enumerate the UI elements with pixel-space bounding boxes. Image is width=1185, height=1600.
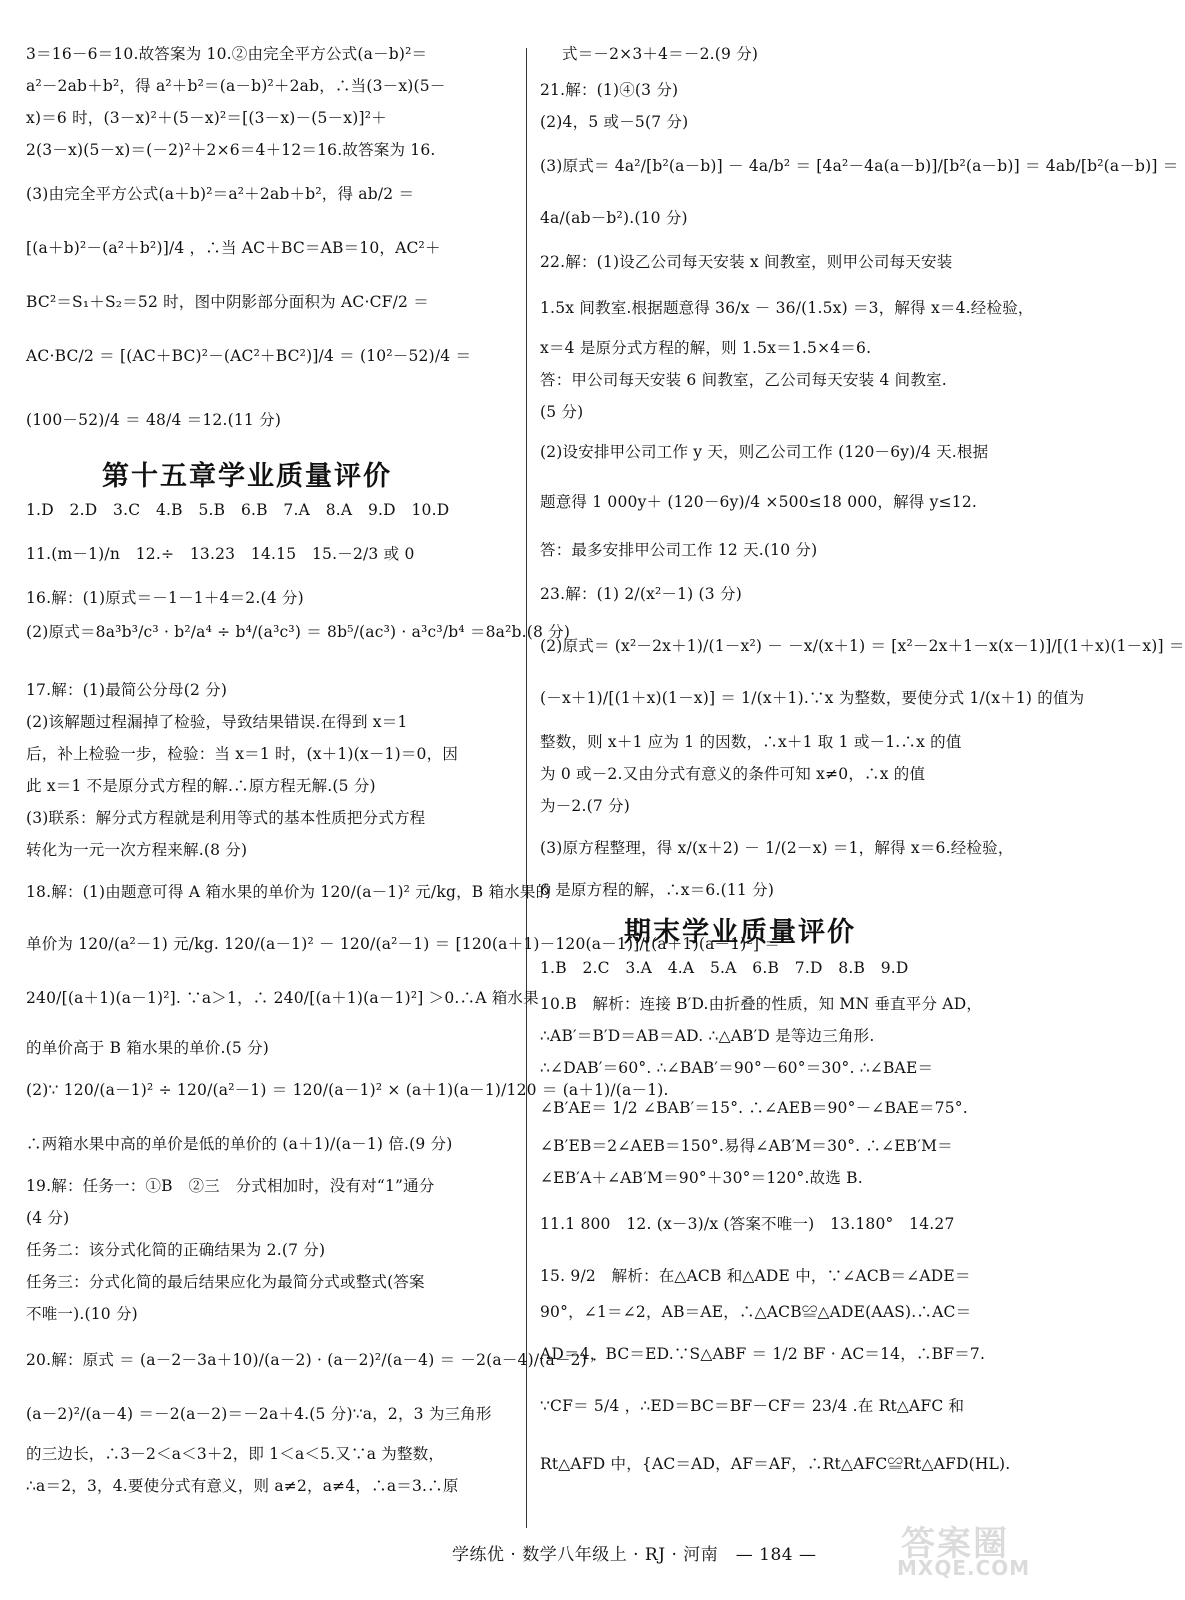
text-line: 1.5x 间教室.根据题意得 36/x － 36/(1.5x) ＝3，解得 x＝4.经检验， — [540, 299, 1034, 317]
section-heading: 第十五章学业质量评价 — [102, 461, 392, 492]
text-line: (5 分) — [540, 403, 584, 421]
text-line: 任务二：该分式化简的正确结果为 2.(7 分) — [26, 1241, 326, 1259]
text-line: ∠B′AE＝ 1/2 ∠BAB′＝15°. ∴∠AEB＝90°－∠BAE＝75°. — [540, 1099, 968, 1117]
text-line: (2)∵ 120/(a－1)² ÷ 120/(a²－1) ＝ 120/(a－1)² × (a＋1)(a－1)/120 ＝ (a＋1)/(a－1). — [26, 1081, 669, 1099]
text-line: x)＝6 时，(3－x)²＋(5－x)²＝[(3－x)－(5－x)]²＋ — [26, 109, 387, 127]
text-line: 4a/(ab－b²).(10 分) — [540, 209, 688, 227]
text-line: ∴a＝2，3，4.要使分式有意义，则 a≠2，a≠4，∴a＝3.∴原 — [26, 1477, 459, 1495]
text-line: (a－2)²/(a－4) ＝－2(a－2)＝－2a＋4.(5 分)∵a，2，3 为三角形 — [26, 1405, 492, 1423]
text-line: x＝4 是原分式方程的解，则 1.5x＝1.5×4＝6. — [540, 339, 872, 357]
text-line: (3)由完全平方公式(a＋b)²＝a²＋2ab＋b²，得 ab/2 ＝ — [26, 185, 415, 203]
text-line: ∴AB′＝B′D＝AB＝AD. ∴△AB′D 是等边三角形. — [540, 1027, 875, 1045]
text-line: 6 是原方程的解，∴x＝6.(11 分) — [540, 881, 775, 899]
text-line: 不唯一).(10 分) — [26, 1305, 138, 1323]
text-line: 题意得 1 000y＋ (120－6y)/4 ×500≤18 000，解得 y≤12. — [540, 493, 978, 511]
text-line: 任务三：分式化简的最后结果应化为最简分式或整式(答案 — [26, 1273, 425, 1291]
text-line: 此 x＝1 不是原分式方程的解.∴原方程无解.(5 分) — [26, 777, 376, 795]
text-line: 23.解：(1) 2/(x²－1) (3 分) — [540, 585, 742, 603]
text-line: 17.解：(1)最简公分母(2 分) — [26, 681, 228, 699]
text-line: (2)原式＝8a³b³/c³ · b²/a⁴ ÷ b⁴/(a³c³) ＝ 8b⁵/(ac³) · a³c³/b⁴ ＝8a²b.(8 分) — [26, 623, 571, 641]
text-line: 22.解：(1)设乙公司每天安装 x 间教室，则甲公司每天安装 — [540, 253, 953, 271]
text-line: 10.B 解析：连接 B′D.由折叠的性质，知 MN 垂直平分 AD， — [540, 995, 983, 1013]
text-line: ∴∠DAB′＝60°. ∴∠BAB′＝90°－60°＝30°. ∴∠BAE＝ — [540, 1059, 934, 1077]
text-line: 的单价高于 B 箱水果的单价.(5 分) — [26, 1039, 270, 1057]
text-line: 18.解：(1)由题意可得 A 箱水果的单价为 120/(a－1)² 元/kg，B 箱水果的 — [26, 883, 552, 901]
text-line: 20.解：原式 ＝ (a－2－3a＋10)/(a－2) · (a－2)²/(a－4) ＝ －2(a－4)/(a－2) · — [26, 1351, 598, 1369]
text-line: BC²＝S₁＋S₂＝52 时，图中阴影部分面积为 AC·CF/2 ＝ — [26, 293, 429, 311]
text-line: (2)原式＝ (x²－2x＋1)/(1－x²) － －x/(x＋1) ＝ [x²－2x＋1－x(x－1)]/[(1＋x)(1－x)] ＝ — [540, 637, 1185, 655]
text-line: 3＝16－6＝10.故答案为 10.②由完全平方公式(a－b)²＝ — [26, 45, 428, 63]
text-line: 11.1 800 12. (x－3)/x (答案不唯一) 13.180° 14.27 — [540, 1215, 955, 1233]
text-line: AD＝4，BC＝ED.∵S△ABF ＝ 1/2 BF · AC＝14，∴BF＝7. — [540, 1345, 986, 1363]
text-line: 为－2.(7 分) — [540, 797, 630, 815]
text-line: ∵CF＝ 5/4 ，∴ED＝BC＝BF－CF＝ 23/4 .在 Rt△AFC 和 — [540, 1397, 965, 1415]
text-line: (－x＋1)/[(1＋x)(1－x)] ＝ 1/(x＋1).∵x 为整数，要使分式 1/(x＋1) 的值为 — [540, 689, 1085, 707]
text-line: ∠B′EB＝2∠AEB＝150°.易得∠AB′M＝30°. ∴∠EB′M＝ — [540, 1137, 953, 1155]
text-line: 整数，则 x＋1 应为 1 的因数，∴x＋1 取 1 或－1.∴x 的值 — [540, 733, 962, 751]
text-line: (100－52)/4 ＝ 48/4 ＝12.(11 分) — [26, 411, 282, 429]
text-line: 为 0 或－2.又由分式有意义的条件可知 x≠0，∴x 的值 — [540, 765, 926, 783]
column-divider — [526, 48, 527, 1528]
text-line: 16.解：(1)原式＝－1－1＋4＝2.(4 分) — [26, 589, 304, 607]
section-heading: 期末学业质量评价 — [624, 917, 856, 948]
text-line: (3)联系：解分式方程就是利用等式的基本性质把分式方程 — [26, 809, 426, 827]
text-line: a²－2ab＋b²，得 a²＋b²＝(a－b)²＋2ab，∴当(3－x)(5－ — [26, 77, 446, 95]
text-line: (4 分) — [26, 1209, 70, 1227]
text-line: ∴两箱水果中高的单价是低的单价的 (a＋1)/(a－1) 倍.(9 分) — [26, 1135, 453, 1153]
watermark-logo — [893, 1516, 1043, 1586]
text-line: 答：最多安排甲公司工作 12 天.(10 分) — [540, 541, 818, 559]
text-line: [(a＋b)²－(a²＋b²)]/4 ，∴当 AC＋BC＝AB＝10，AC²＋ — [26, 239, 441, 257]
text-line: 1.D 2.D 3.C 4.B 5.B 6.B 7.A 8.A 9.D 10.D — [26, 501, 450, 519]
page-footer: 学练优 · 数学八年级上 · RJ · 河南 — 184 — — [452, 1545, 817, 1565]
text-line: 答：甲公司每天安装 6 间教室，乙公司每天安装 4 间教室. — [540, 371, 947, 389]
text-line: 11.(m－1)/n 12.÷ 13.23 14.15 15.－2/3 或 0 — [26, 545, 415, 563]
text-line: (2)设安排甲公司工作 y 天，则乙公司工作 (120－6y)/4 天.根据 — [540, 443, 989, 461]
text-line: (3)原式＝ 4a²/[b²(a－b)] － 4a/b² ＝ [4a²－4a(a－b)]/[b²(a－b)] ＝ 4ab/[b²(a－b)] ＝ — [540, 157, 1179, 175]
text-line: 90°，∠1＝∠2，AB＝AE，∴△ACB≌△ADE(AAS).∴AC＝ — [540, 1303, 972, 1321]
text-line: AC·BC/2 ＝ [(AC＋BC)²－(AC²＋BC²)]/4 ＝ (10²－52)/4 ＝ — [26, 347, 472, 365]
text-line: 2(3－x)(5－x)＝(－2)²＋2×6＝4＋12＝16.故答案为 16. — [26, 141, 436, 159]
text-line: 转化为一元一次方程来解.(8 分) — [26, 841, 248, 859]
text-line: 1.B 2.C 3.A 4.A 5.A 6.B 7.D 8.B 9.D — [540, 959, 909, 977]
text-line: (2)4，5 或－5(7 分) — [540, 113, 689, 131]
text-line: 式＝－2×3＋4＝－2.(9 分) — [562, 45, 759, 63]
text-line: 240/[(a＋1)(a－1)²]. ∵a＞1，∴ 240/[(a＋1)(a－1)²] ＞0.∴A 箱水果 — [26, 989, 539, 1007]
text-line: 19.解：任务一：①B ②三 分式相加时，没有对“1”通分 — [26, 1177, 435, 1195]
text-line: (2)该解题过程漏掉了检验，导致结果错误.在得到 x＝1 — [26, 713, 408, 731]
watermark-bottom: MXQE.COM — [897, 1556, 1031, 1580]
text-line: Rt△AFD 中，{AC＝AD，AF＝AF，∴Rt△AFC≌Rt△AFD(HL). — [540, 1455, 1011, 1473]
text-line: 单价为 120/(a²－1) 元/kg. 120/(a－1)² － 120/(a²－1) ＝ [120(a＋1)－120(a－1)]/[(a＋1)(a－1)²] ＝ — [26, 935, 781, 953]
text-line: 21.解：(1)④(3 分) — [540, 81, 679, 99]
text-line: 15. 9/2 解析：在△ACB 和△ADE 中，∵∠ACB＝∠ADE＝ — [540, 1267, 971, 1285]
watermark-top: 答案圈 — [901, 1524, 1009, 1564]
text-line: 后，补上检验一步，检验：当 x＝1 时，(x＋1)(x－1)＝0，因 — [26, 745, 459, 763]
text-line: (3)原方程整理，得 x/(x＋2) － 1/(2－x) ＝1，解得 x＝6.经检验， — [540, 839, 1014, 857]
text-line: 的三边长，∴3－2＜a＜3＋2，即 1＜a＜5.又∵a 为整数， — [26, 1445, 445, 1463]
text-line: ∠EB′A＋∠AB′M＝90°＋30°＝120°.故选 B. — [540, 1169, 863, 1187]
